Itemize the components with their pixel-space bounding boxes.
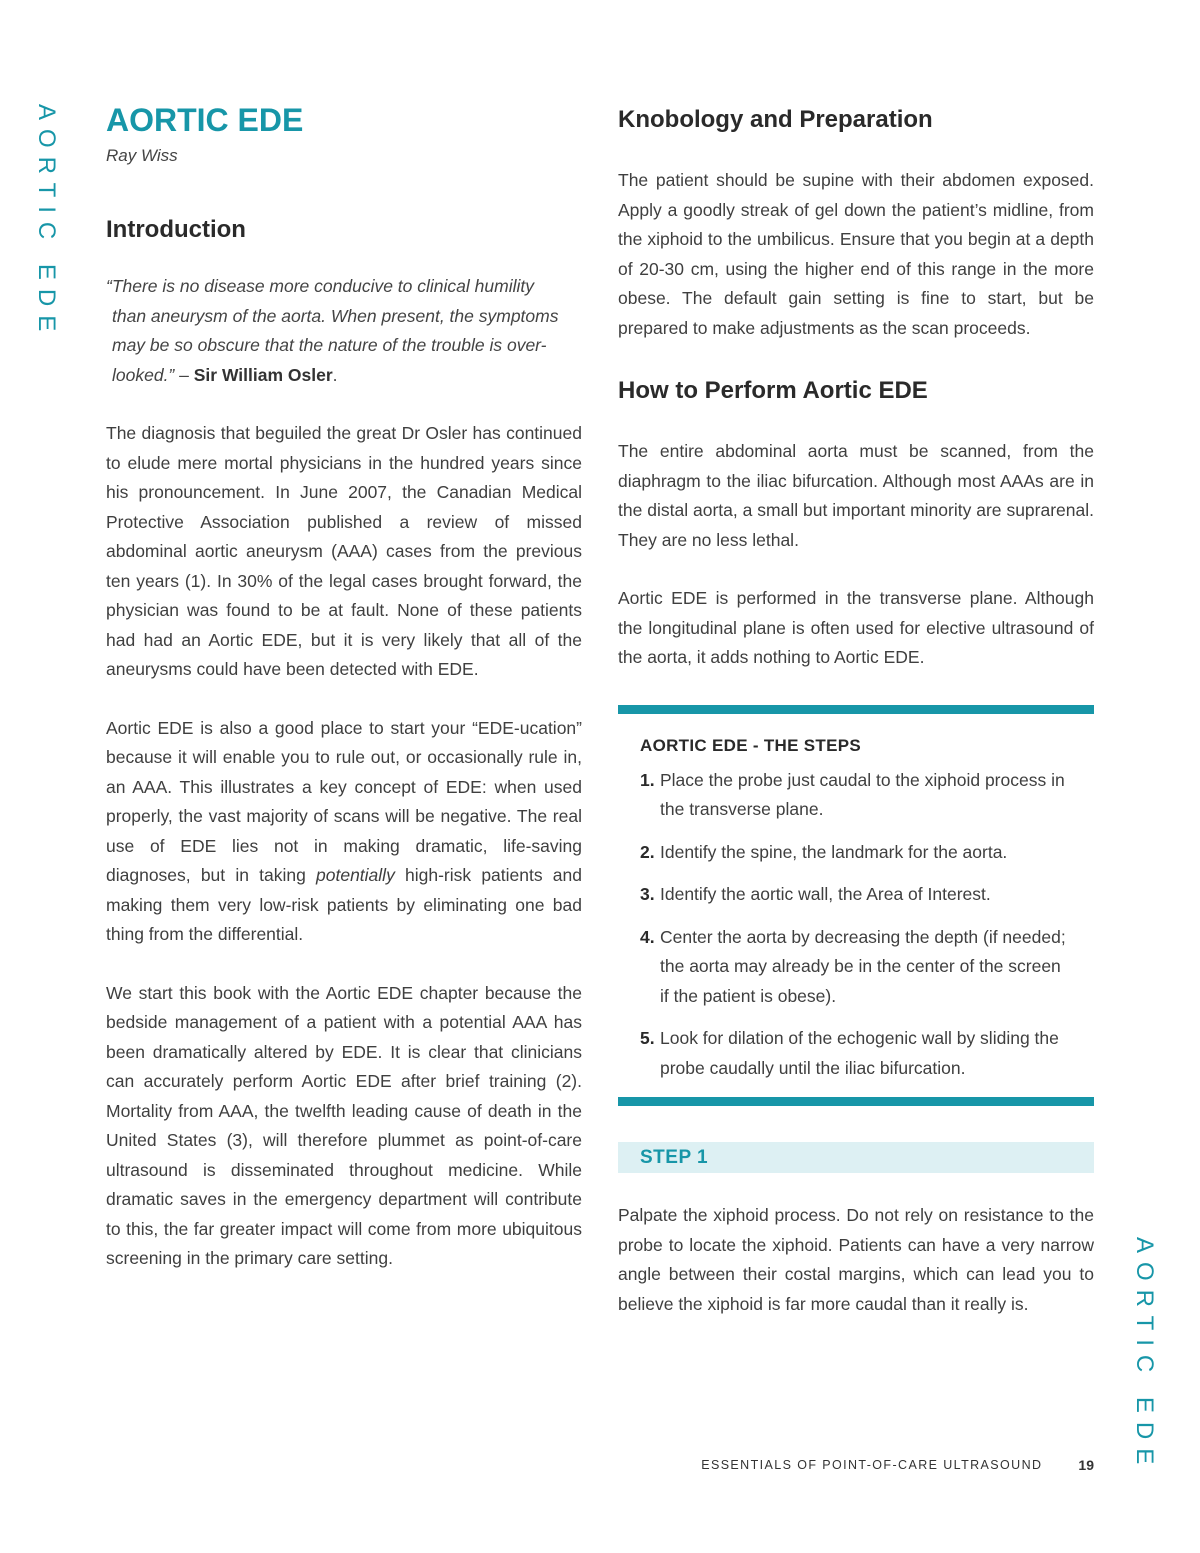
step-item — [640, 838, 1070, 868]
step-number: 3. — [640, 884, 655, 904]
step-number: 5. — [640, 1028, 655, 1048]
quote-author: Sir William Osler — [193, 364, 333, 385]
step-text: Center the aorta by decreasing the depth (if needed; the aorta may already be in the center of the screen if the patient is obese). — [660, 926, 1066, 1006]
step-text: Identify the spine, the landmark for the aorta. — [660, 841, 1008, 862]
quote-line: looked.” — [112, 364, 175, 385]
intro-paragraph-3: We start this book with the Aortic EDE chapter because the bedside management of a patient with a potential AAA has been dramatically altered by EDE. It is clear that clinicians can accurately perform Aortic EDE after brief training (2). Mortality from AAA, the twelfth leading cause of death in the United States (3), will therefore plummet as point-of-care ultrasound is disseminated throughout medicine. While dramatic saves in the emergency department will contribute to this, the far greater impact will come from more ubiquitous screening in the primary care setting. — [106, 982, 582, 1268]
knobology-paragraph: The patient should be supine with their abdomen exposed. Apply a goodly streak of gel down the patient’s midline, from the xiphoid to the umbilicus. Ensure that you begin at a depth of 20-30 cm, using the higher end of this range in the more obese. The default gain setting is fine to start, but be prepared to make adjustments as the scan proceeds. — [618, 170, 1094, 338]
footer-book-title: ESSENTIALS OF POINT-OF-CARE ULTRASOUND — [701, 1458, 1043, 1472]
quote-line: than aneurysm of the aorta. When present, the symptoms — [112, 305, 559, 326]
intro-paragraph-2 — [106, 714, 582, 950]
left-column — [106, 100, 582, 1274]
side-tab-left: AORTIC EDE — [33, 104, 60, 341]
step-number: 2. — [640, 841, 655, 862]
page-number: 19 — [1078, 1457, 1094, 1473]
step1-banner: STEP 1 — [618, 1142, 1094, 1173]
para2-text-end: high-risk patients and making them very low-risk patients by eliminating one bad thing from the differential. — [106, 865, 582, 944]
step-number: 1. — [640, 769, 655, 790]
quote-dash: – — [174, 364, 194, 385]
knobology-heading: Knobology and Preparation — [618, 106, 933, 133]
steps-bottom-rule — [618, 1097, 1094, 1106]
step-number: 4. — [640, 926, 655, 947]
step-item — [640, 880, 1070, 910]
osler-quote — [106, 272, 582, 390]
right-column — [618, 104, 1094, 1319]
side-tab-right: AORTIC EDE — [1131, 1237, 1158, 1474]
step-item — [640, 766, 1070, 825]
intro-paragraph-1: The diagnosis that beguiled the great Dr Osler has continued to elude mere mortal physicians in the hundred years since his pronouncement. In June 2007, the Canadian Medical Protective Association published a review of missed abdominal aortic aneurysm (AAA) cases from the previous ten years (1). In 30% of the legal cases brought forward, the physician was found to be at fault. None of these patients had had an Aortic EDE, but it is very likely that all of the aneurysms could have been detected with EDE. — [106, 423, 582, 679]
quote-line: may be so obscure that the nature of the trouble is over- — [112, 335, 547, 355]
para2-emphasis: potentially — [316, 865, 395, 885]
steps-box — [618, 705, 1094, 1107]
quote-line: “There is no disease more conducive to clinical humility — [106, 276, 534, 296]
howto-paragraph-2: Aortic EDE is performed in the transverse plane. Although the longitudinal plane is often used for elective ultrasound of the aorta, it adds nothing to Aortic EDE. — [618, 588, 1094, 667]
howto-paragraph-1: The entire abdominal aorta must be scanned, from the diaphragm to the iliac bifurcation. Although most AAAs are in the distal aorta, a small but important minority are suprarenal. They are no less lethal. — [618, 441, 1094, 550]
howto-heading: How to Perform Aortic EDE — [618, 377, 928, 404]
steps-title: AORTIC EDE - THE STEPS — [640, 735, 862, 755]
step1-paragraph: Palpate the xiphoid process. Do not rely on resistance to the probe to locate the xiphoid. Patients can have a very narrow angle between their costal margins, which can lead you to believe the xiphoid is far more caudal than it really is. — [618, 1205, 1094, 1314]
intro-heading: Introduction — [106, 216, 246, 243]
chapter-title: AORTIC EDE — [106, 102, 304, 138]
page-footer — [700, 1457, 1094, 1473]
step-item — [640, 923, 1070, 1012]
step-text: Identify the aortic wall, the Area of Interest. — [660, 884, 991, 904]
step-text: Place the probe just caudal to the xiphoid process in the transverse plane. — [660, 769, 1065, 819]
author-name: Ray Wiss — [106, 146, 178, 165]
steps-top-rule — [618, 705, 1094, 714]
para2-text: Aortic EDE is also a good place to start your “EDE-ucation” because it will enable you to rule out, or occasionally rule in, an AAA. This illustrates a key concept of EDE: when used properly, the vast majority of scans will be negative. The real use of EDE lies not in making dramatic, life-saving diagnoses, but in taking — [106, 717, 582, 885]
step-text: Look for dilation of the echogenic wall by sliding the probe caudally until the iliac bifurcation. — [660, 1028, 1059, 1078]
quote-end: . — [332, 364, 338, 385]
step-item — [640, 1024, 1070, 1083]
